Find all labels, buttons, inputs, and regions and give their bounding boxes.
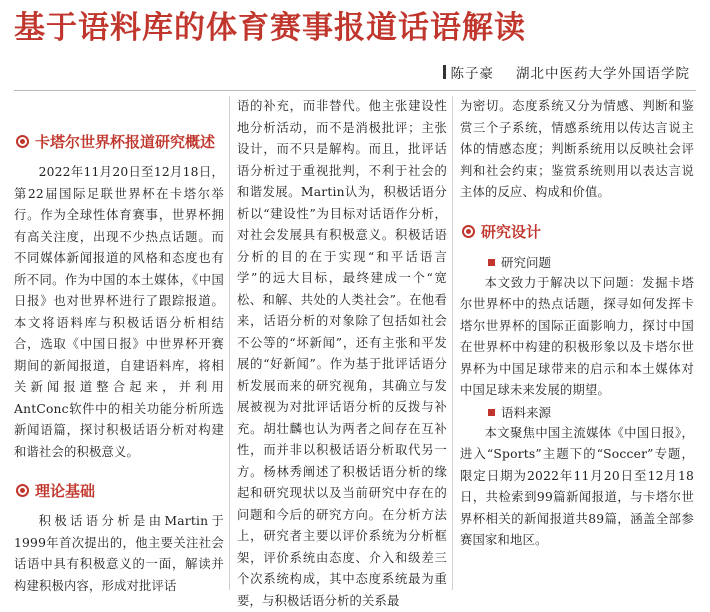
article-title: 基于语料库的体育赛事报道话语解读 (14, 10, 526, 46)
target-circle-icon (462, 225, 475, 238)
paragraph-theory-start: 积极话语分析是由Martin于1999年首次提出的，他主要关注社会话语中具有积极意义的一面，解读并构建积极内容，形成对批评话 (14, 514, 224, 593)
section-heading-theory: 理论基础 (14, 481, 224, 501)
target-circle-icon (16, 135, 29, 148)
subsection-heading-corpus: 语料来源 (460, 402, 694, 423)
column-2 (237, 96, 447, 608)
paragraph-questions: 本文致力于解决以下问题：发掘卡塔尔世界杯中的热点话题，探寻如何发挥卡塔尔世界杯的国际正面影响力，探讨中国在世界杯中构建的积极形象以及卡塔尔世界杯为中国足球带来的启示和本土媒体对中国足球未来发展的期望。 (460, 275, 694, 397)
paragraph-overview: 2022年11月20日至12月18日，第22届国际足联世界杯在卡塔尔举行。作为全球性体育赛事，世界杯拥有高关注度，出现不少热点话题。而不同媒体新闻报道的风格和态度也有所不同。作为中国的本土媒体，《中国日报》也对世界杯进行了跟踪报道。本文将语料库与积极话语分析相结合，选取《中国日报》中世界杯开赛期间的新闻报道，自建语料库，将相关新闻报道整合起来，并利用AntConc软件中的相关功能分析所选新闻语篇，探讨积极话语分析对构建和谐社会的积极意义。 (14, 165, 224, 459)
byline (443, 62, 691, 82)
section-heading-design: 研究设计 (460, 222, 694, 242)
column-1 (14, 96, 224, 593)
subsection-heading-questions: 研究问题 (460, 252, 694, 273)
author-affiliation: 湖北中医药大学外国语学院 (516, 66, 690, 82)
target-circle-icon (16, 484, 29, 497)
section-heading-overview: 卡塔尔世界杯报道研究概述 (14, 132, 224, 152)
column-divider-1 (229, 96, 230, 590)
square-bullet-icon (488, 409, 495, 416)
column-divider-2 (452, 96, 453, 590)
byline-bar-icon (443, 65, 446, 79)
column-3 (460, 96, 694, 590)
author-name: 陈子豪 (450, 66, 494, 82)
paragraph-corpus: 本文聚焦中国主流媒体《中国日报》，进入“Sports”主题下的“Soccer”专题，限定日期为2022年11月20日至12月18日，共检索到99篇新闻报道，与卡塔尔世界杯相关的新闻报道共89篇，涵盖全部参赛国家和地区。 (460, 425, 694, 547)
header-divider (14, 90, 696, 91)
square-bullet-icon (488, 259, 495, 266)
paragraph-theory-cont: 语的补充，而非替代。他主张建设性地分析活动，而不是消极批评；主张设计，而不只是解构。而且，批评话语分析过于重视批判，不利于社会的和谐发展。Martin认为，积极话语分析以“建设性”为目标对话语作分析，对社会发展具有积极意义。积极话语分析的目的在于实现“和平话语言学”的远大目标，最终建成一个“宽松、和解、共处的人类社会”。在他看来，话语分析的对象除了包括如社会不公等的“坏新闻”，还有主张和平发展的“好新闻”。作为基于批评话语分析发展而来的研究视角，其确立与发展被视为对批评话语分析的反拨与补充。胡壮麟也认为两者之间存在互补性，而并非以积极话语分析取代另一方。杨林秀阐述了积极话语分析的缘起和研究现状以及当前研究中存在的问题和今后的研究方向。在分析方法上，研究者主要以评价系统为分析框架，评价系统由态度、介入和级差三个次系统构成，其中态度系统最为重要，与积极话语分析的关系最 (237, 99, 447, 608)
paragraph-theory-end: 为密切。态度系统又分为情感、判断和鉴赏三个子系统，情感系统用以传达言说主体的情感态度；判断系统用以反映社会评判和社会约束；鉴赏系统则用以表达言说主体的反应、构成和价值。 (460, 99, 694, 199)
